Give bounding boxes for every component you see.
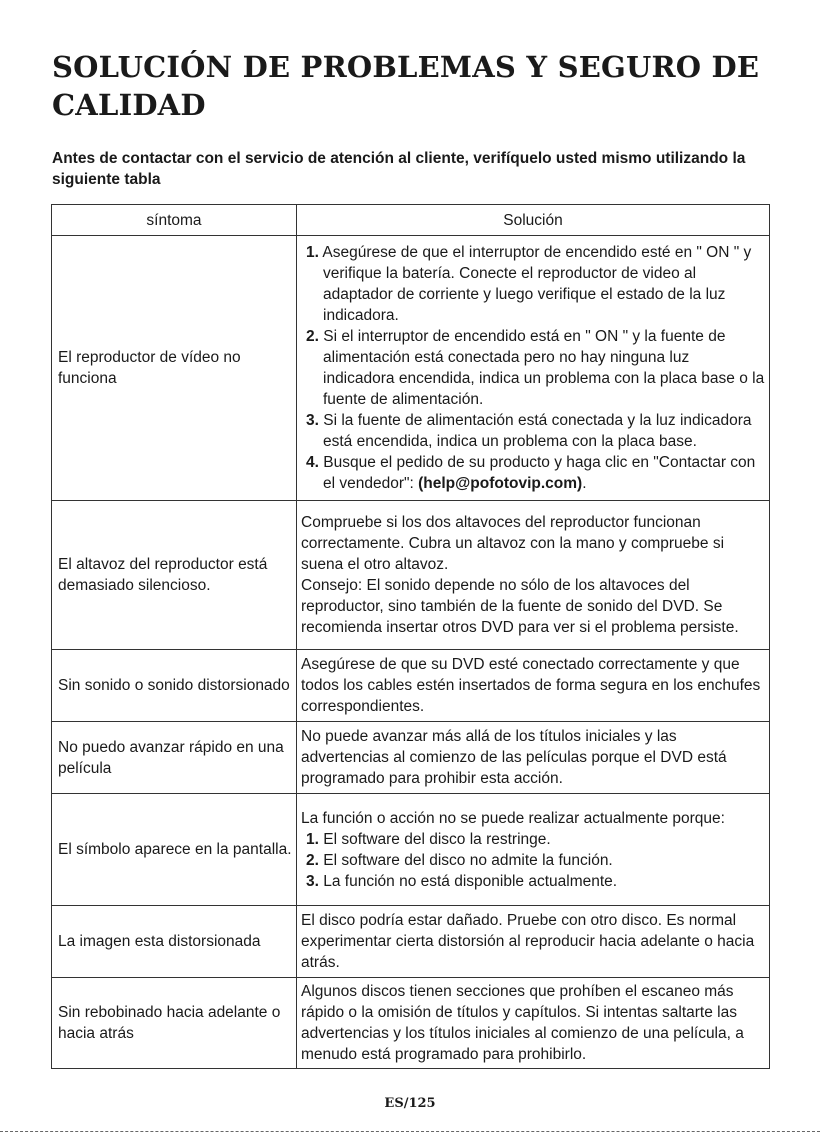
troubleshooting-table [51,204,770,1069]
solution-cell [297,501,770,650]
item-number: 3. [306,412,319,429]
solution-cell: Asegúrese de que su DVD esté conectado correctamente y que todos los cables estén insertados de forma segura en los enchufes correspondientes. [297,650,770,722]
item-number: 2. [306,851,319,869]
item-number: 2. [306,328,319,345]
item-text: Si el interruptor de encendido está en " ON " y la fuente de alimentación está conectada pero no hay ninguna luz indicadora encendida, indica un problema con la placa base o la fuente de alimentación. [323,328,765,408]
item-number: 3. [306,872,319,890]
page-title: SOLUCIÓN DE PROBLEMAS Y SEGURO DE CALIDAD [52,50,760,122]
item-tail: . [582,475,587,492]
symptom-cell: La imagen esta distorsionada [52,906,297,978]
table-row [52,650,770,722]
symptom-cell: El reproductor de vídeo no funciona [52,236,297,501]
item-text: La función no está disponible actualmente. [323,872,618,890]
table-row [52,906,770,978]
solution-text: Compruebe si los dos altavoces del reproductor funcionan correctamente. Cubra un altavoz con la mano y compruebe si suena el otro altavoz. [301,514,725,573]
solution-item [301,850,765,871]
symptom-cell: No puedo avanzar rápido en una película [52,722,297,794]
solution-cell: El disco podría estar dañado. Pruebe con otro disco. Es normal experimentar cierta distorsión al reproducir hacia adelante o hacia atrás. [297,906,770,978]
solution-item [301,326,765,410]
table-row [52,236,770,501]
symptom-cell: Sin rebobinado hacia adelante o hacia atrás [52,978,297,1069]
symptom-cell: El símbolo aparece en la pantalla. [52,794,297,906]
table-row [52,794,770,906]
solution-cell [297,794,770,906]
symptom-cell: Sin sonido o sonido distorsionado [52,650,297,722]
table-row [52,501,770,650]
item-text: Busque el pedido de su producto y haga clic en "Contactar con el vendedor": [323,454,756,492]
intro-text: Antes de contactar con el servicio de atención al cliente, verifíquelo usted mismo utilizando la siguiente tabla [52,150,746,188]
item-text: El software del disco la restringe. [323,830,551,848]
solution-cell [297,236,770,501]
solution-item [301,410,765,452]
page-bottom-divider [0,1131,820,1132]
item-number: 1. [306,244,319,261]
support-email: (help@pofotovip.com) [418,475,583,492]
item-text: Asegúrese de que el interruptor de encendido esté en " ON " y verifique la batería. Conecte el reproductor de video al adaptador de corriente y luego verifique el estado de la luz indicadora. [322,244,752,324]
solution-cell: Algunos discos tienen secciones que prohíben el escaneo más rápido o la omisión de títulos y capítulos. Si intentas saltarte las advertencias y los títulos iniciales al comienzo de una película, a menudo está programado para prohibirlo. [297,978,770,1069]
solution-item [301,829,765,850]
solution-item [301,242,765,326]
solution-cell: No puede avanzar más allá de los títulos iniciales y las advertencias al comienzo de las películas porque el DVD está programado para prohibir esta acción. [297,722,770,794]
symptom-cell: El altavoz del reproductor está demasiado silencioso. [52,501,297,650]
item-text: El software del disco no admite la función. [323,851,613,869]
table-row [52,722,770,794]
header-solution: Solución [297,205,770,236]
solution-tip: Consejo: El sonido depende no sólo de los altavoces del reproductor, sino también de la fuente de sonido del DVD. Se recomienda insertar otros DVD para ver si el problema persiste. [301,577,739,636]
solution-item [301,871,765,892]
solution-text: La función o acción no se puede realizar actualmente porque: [301,809,725,827]
item-number: 1. [306,830,319,848]
item-number: 4. [306,454,319,471]
page-number: ES/125 [384,1096,436,1111]
solution-item [301,452,765,494]
table-header-row [52,205,770,236]
item-text: Si la fuente de alimentación está conectada y la luz indicadora está encendida, indica un problema con la placa base. [323,412,752,450]
header-symptom: síntoma [52,205,297,236]
table-row [52,978,770,1069]
